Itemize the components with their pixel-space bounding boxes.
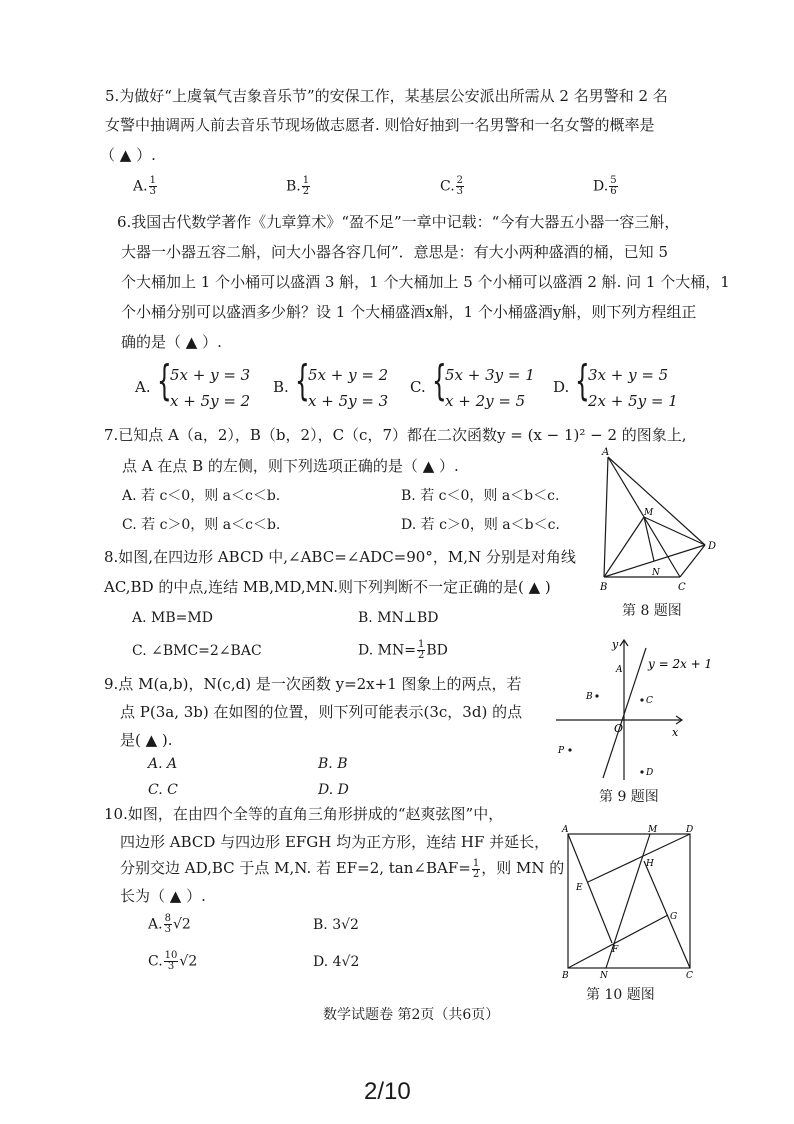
page-footer: 数学试题卷 第2页（共6页） (323, 1007, 500, 1023)
q6-line1: 6.我国古代数学著作《九章算术》“盈不足”一章中记载：“今有大器五小器一容三斛， (117, 213, 680, 231)
q7-option-a: A. 若 c＜0，则 a＜c＜b. (122, 488, 281, 504)
fig9-line-label: y = 2x + 1 (648, 657, 713, 671)
q6-option-d-eq2: 2x + 5y = 1 (588, 392, 678, 410)
q9-line2: 点 P(3a, 3b) 在如图的位置，则下列可能表示(3c，3d) 的点 (120, 703, 523, 721)
fig10-caption: 第 10 题图 (586, 987, 655, 1003)
q6-line2: 大器一小器五容二斛，问大小器各容几何”．意思是：有大小两种盛酒的桶，已知 5 (121, 243, 668, 261)
q10-option-d: D. 4√2 (313, 954, 360, 970)
q6-option-a-brace: { (157, 356, 172, 405)
fig9-point-c (640, 698, 643, 701)
q6-option-c-eq1: 5x + 3y = 1 (445, 366, 535, 384)
fig10-square-abcd (568, 834, 690, 968)
fig8-caption: 第 8 题图 (622, 603, 682, 619)
q6-option-d-eq1: 3x + y = 5 (588, 366, 669, 384)
fig10-label-d: D (686, 825, 694, 835)
q10-line1: 10.如图，在由四个全等的直角三角形拼成的“赵爽弦图”中， (104, 805, 504, 823)
q6-option-b-brace: { (295, 356, 310, 405)
q6-line4: 个小桶分别可以盛酒多少斛？设 1 个大桶盛酒x斛，1 个小桶盛酒y斛，则下列方程组正 (121, 303, 697, 321)
q7-option-b: B. 若 c＜0，则 a＜b＜c. (401, 488, 560, 504)
q9-option-c: C. C (148, 782, 178, 798)
fig9-point-d-label: D (646, 768, 654, 778)
q6-line3: 个大桶加上 1 个小桶可以盛酒 3 斛，1 个大桶加上 5 个小桶可以盛酒 2 斛. 问 1 个大桶，1 (121, 273, 730, 291)
fig9-point-p (568, 748, 571, 751)
q10-line3: 分别交边 AD,BC 于点 M,N. 若 EF=2, tan∠BAF= $\frac{1}{2}$ ，则 MN 的 (120, 857, 565, 880)
q6-option-d-brace: { (575, 356, 590, 405)
q8-line2: AC,BD 的中点,连结 MB,MD,MN.则下列判断不一定正确的是( ▲ ) (104, 578, 551, 596)
fig10-label-b: B (562, 971, 569, 980)
q7-option-d: D. 若 c＞0，则 a＜b＜c. (401, 517, 560, 533)
fig9-point-b (595, 694, 598, 697)
q9-line1: 9.点 M(a,b)，N(c,d) 是一次函数 y=2x+1 图象上的两点，若 (104, 675, 522, 693)
q5-option-a: A. $\frac{1}{3}$ (133, 175, 156, 197)
fig9-point-c-label: C (646, 696, 653, 706)
q10-line2: 四边形 ABCD 与四边形 EFGH 均为正方形，连结 HF 并延长， (120, 833, 550, 851)
q10-option-a: A. $\frac{8}{3}$ √2 (148, 913, 191, 935)
q10-line4: 长为（ ▲ ）. (120, 887, 206, 905)
fig9-label-x: x (672, 726, 679, 739)
q8-line1: 8.如图,在四边形 ABCD 中,∠ABC=∠ADC=90°，M,N 分别是对角线 (104, 548, 576, 566)
q6-option-c-label: C. (410, 378, 426, 396)
fig8-edge-ab (604, 457, 608, 577)
figure-9 (552, 634, 752, 784)
fig9-point-a-label: A (616, 665, 623, 675)
fig8-seg-md (644, 517, 705, 545)
q6-option-b-eq2: x + 5y = 3 (308, 392, 389, 410)
q6-option-d-label: D. (553, 378, 570, 396)
q5-option-d: D. $\frac{5}{6}$ (593, 175, 617, 197)
q9-line3: 是( ▲ ). (120, 731, 173, 749)
q6-option-a-label: A. (135, 378, 151, 396)
q5-option-c: C. $\frac{2}{3}$ (440, 175, 464, 197)
q8-option-b: B. MN⊥BD (358, 610, 439, 626)
q10-option-b: B. 3√2 (313, 917, 359, 933)
fig8-edge-da (608, 457, 705, 545)
fig10-label-a: A (562, 825, 569, 835)
fig8-edge-cd (680, 545, 705, 577)
fig9-label-o: O (614, 722, 624, 735)
fig9-point-d (640, 770, 643, 773)
fig10-label-m: M (648, 825, 658, 835)
q5-line1: 5.为做好“上虞氧气吉象音乐节”的安保工作，某基层公安派出所需从 2 名男警和 2 名 (105, 87, 668, 105)
q7-line2: 点 A 在点 B 的左侧，则下列选项正确的是（ ▲ ）. (122, 457, 459, 475)
fig8-label-a: A (602, 447, 610, 458)
q9-option-d: D. D (318, 782, 349, 798)
q5-option-b: B. $\frac{1}{2}$ (286, 175, 310, 197)
fig10-label-f: F (612, 945, 619, 955)
fig9-caption: 第 9 题图 (599, 789, 659, 805)
q6-option-b-eq1: 5x + y = 2 (308, 366, 389, 384)
fig9-label-y: y (612, 638, 619, 651)
q8-option-c: C. ∠BMC=2∠BAC (132, 643, 262, 659)
q5-line3: （ ▲ ）. (100, 146, 156, 164)
fig10-label-n: N (600, 971, 608, 980)
fig8-label-n: N (652, 568, 660, 578)
fig10-label-c: C (686, 971, 693, 980)
q6-option-b-label: B. (273, 378, 289, 396)
fig10-label-g: G (670, 912, 678, 922)
fig10-seg-d-e (588, 834, 690, 882)
q8-option-d: D. MN= $\frac{1}{2}$ BD (358, 639, 448, 661)
fig10-seg-b-g (568, 915, 668, 968)
q6-option-a-eq2: x + 5y = 2 (170, 392, 251, 410)
fig8-seg-mb (604, 517, 644, 577)
fig8-seg-mn (644, 517, 654, 561)
fig9-point-p-label: P (558, 746, 565, 756)
q7-option-c: C. 若 c＞0，则 a＜c＜b. (122, 517, 281, 533)
page-indicator: 2/10 (364, 1078, 411, 1105)
q8-option-a: A. MB=MD (132, 610, 213, 626)
fig10-seg-a-f (568, 834, 612, 943)
q5-line2: 女警中抽调两人前去音乐节现场做志愿者. 则恰好抽到一名男警和一名女警的概率是 (105, 116, 655, 134)
fig8-label-b: B (600, 582, 608, 593)
fig10-seg-c-h (644, 861, 690, 968)
figure-10 (558, 824, 698, 980)
q7-line1: 7.已知点 A（a，2），B（b，2），C（c，7）都在二次函数y = (x − 1)² − 2 的图象上, (104, 426, 687, 444)
fig8-label-d: D (708, 541, 717, 552)
fig9-point-b-label: B (586, 692, 593, 702)
figure-8 (590, 445, 730, 595)
q6-option-a-eq1: 5x + y = 3 (170, 366, 251, 384)
fig8-label-c: C (678, 582, 686, 593)
q6-option-c-eq2: x + 2y = 5 (445, 392, 526, 410)
q9-option-b: B. B (318, 756, 348, 772)
fig10-label-e: E (576, 883, 583, 893)
q9-option-a: A. A (148, 756, 178, 772)
fig8-label-m: M (644, 508, 654, 518)
q6-line5: 确的是（ ▲ ）. (121, 333, 222, 351)
q10-option-c: C. $\frac{10}{3}$ √2 (148, 950, 198, 972)
q6-option-c-brace: { (432, 356, 447, 405)
fig10-label-h: H (646, 859, 654, 869)
